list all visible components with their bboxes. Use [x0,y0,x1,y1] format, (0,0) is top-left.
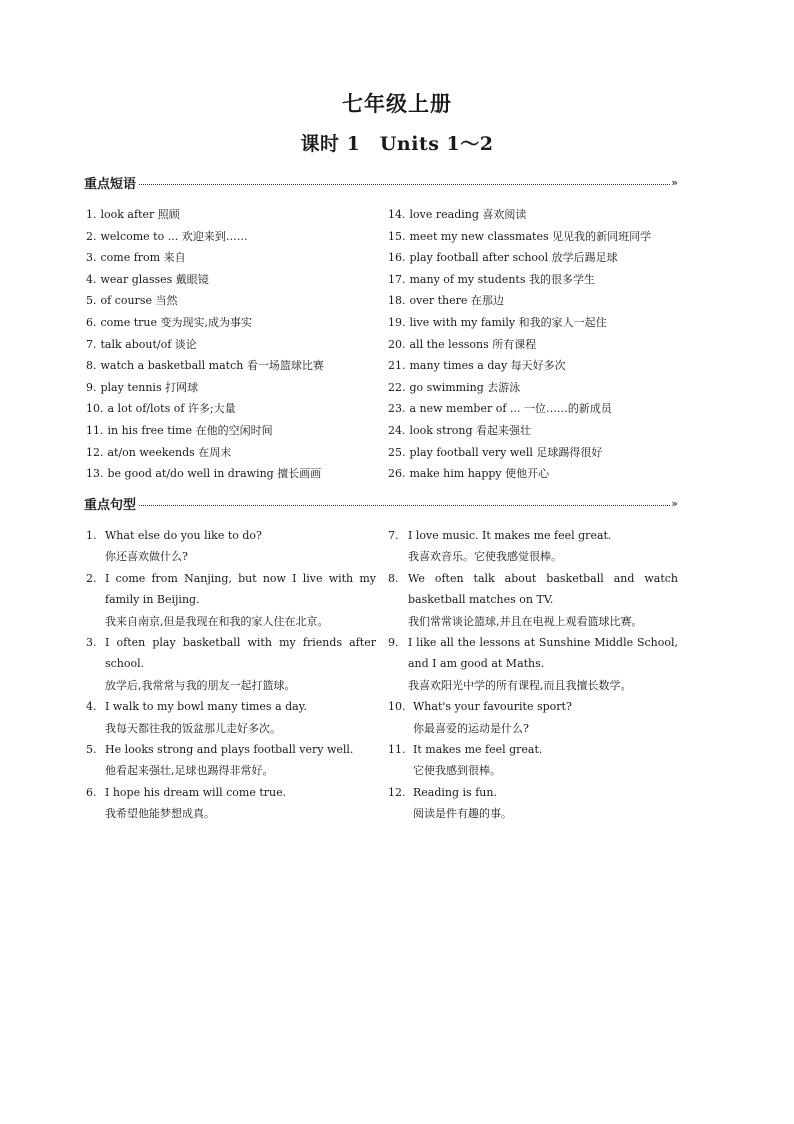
list-item: 23. a new member of ... 一位……的新成员 [388,402,612,416]
list-item: 3. come from 来自 [86,251,186,265]
section-header-phrases [84,172,676,192]
list-item: 26. make him happy 使他开心 [388,467,550,481]
section-header-sentences [84,493,676,513]
list-item: 6. come true 变为现实,成为事实 [86,315,252,329]
sentence-item: 3. I often play basketball with my friends after school. 放学后,我常常与我的朋友一起打篮球。 [86,636,376,692]
sentence-item: 1. What else do you like to do? 你还喜欢做什么? [86,529,262,564]
section-label-sentences: 重点句型 [84,497,137,513]
list-item: 16. play football after school 放学后踢足球 [388,251,618,265]
sentence-item: 10. What's your favourite sport? 你最喜爱的运动是什么? [388,700,572,735]
list-item: 15. meet my new classmates 见见我的新同班同学 [388,229,652,243]
list-item: 10. a lot of/lots of 许多;大量 [86,402,236,416]
dotted-leader [139,184,670,185]
dotted-leader [139,505,670,506]
sentence-item: 4. I walk to my bowl many times a day. 我每天都往我的饭盆那儿走好多次。 [86,700,307,735]
list-item: 19. live with my family 和我的家人一起住 [388,315,607,329]
list-item: 25. play football very well 足球踢得很好 [388,445,603,459]
double-chevron-right-icon: » [671,175,676,189]
phrase-list-left [86,204,376,485]
sentence-item: 7. I love music. It makes me feel great. 我喜欢音乐。它使我感觉很棒。 [388,529,612,564]
list-item: 1. look after 照顾 [86,208,180,221]
double-chevron-right-icon: » [671,496,676,510]
sentence-item: 2. I come from Nanjing, but now I live with my family in Beijing. 我来自南京,但是我现在和我的家人住在北京。 [86,571,376,628]
list-item: 11. in his free time 在他的空闲时间 [86,423,273,437]
list-item: 24. look strong 看起来强壮 [388,423,531,437]
section-label-phrases: 重点短语 [84,176,137,192]
list-item: 14. love reading 喜欢阅读 [388,208,527,221]
list-item: 12. at/on weekends 在周末 [86,445,232,459]
list-item: 9. play tennis 打网球 [86,380,199,394]
list-item: 5. of course 当然 [86,294,178,308]
sentence-item: 6. I hope his dream will come true. 我希望他能梦想成真。 [86,785,287,821]
list-item: 7. talk about/of 谈论 [86,337,197,351]
list-item: 13. be good at/do well in drawing 擅长画画 [86,467,322,481]
list-item: 20. all the lessons 所有课程 [388,337,537,351]
phrase-list-right [388,204,688,485]
lesson-subtitle: 课时 1 Units 1～2 [300,133,494,155]
list-item: 17. many of my students 我的很多学生 [388,272,595,286]
list-item: 18. over there 在那边 [388,294,504,308]
sentence-list-left [86,525,376,825]
sentence-item: 5. He looks strong and plays football very well. 他看起来强壮,足球也踢得非常好。 [86,743,354,778]
list-item: 4. wear glasses 戴眼镜 [86,272,209,286]
sentence-item: 8. We often talk about basketball and watch basketball matches on TV. 我们常常谈论篮球,并且在电视上观看篮球比赛。 [388,571,678,628]
sentence-item: 9. I like all the lessons at Sunshine Middle School, and I am good at Maths. 我喜欢阳光中学的所有课程,而且我擅长数学。 [388,636,678,692]
sentence-item: 12. Reading is fun. 阅读是件有趣的事。 [388,785,512,821]
list-item: 21. many times a day 每天好多次 [388,359,566,373]
sentence-list-right [388,525,678,825]
list-item: 2. welcome to ... 欢迎来到…… [86,229,248,243]
page-title: 七年级上册 [342,91,452,116]
sentence-item: 11. It makes me feel great. 它使我感到很棒。 [388,743,543,778]
list-item: 22. go swimming 去游泳 [388,380,521,394]
list-item: 8. watch a basketball match 看一场篮球比赛 [86,359,324,373]
